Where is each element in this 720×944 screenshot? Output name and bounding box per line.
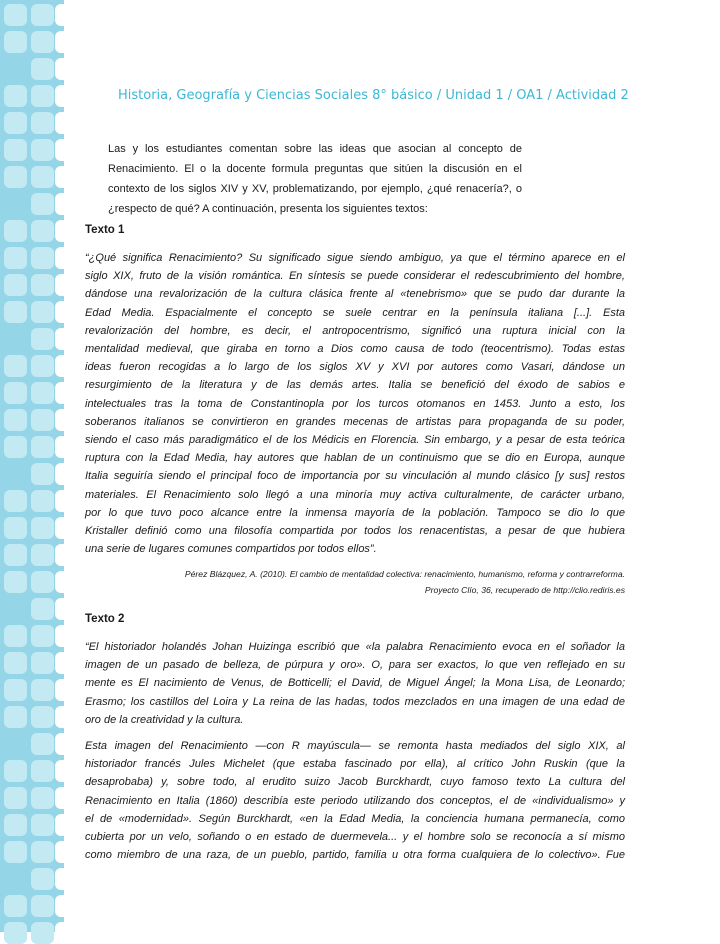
pattern-square	[55, 598, 78, 620]
text-line: Las y los estudiantes comentan sobre las ideas que asocian al concepto de	[108, 143, 522, 155]
text-line: contexto de los siglos XIV y XV, problematizando, por ejemplo, ¿qué renacería?, o	[108, 183, 522, 195]
pattern-square	[55, 355, 78, 377]
texto-1-body	[85, 249, 625, 558]
pattern-square	[31, 274, 54, 296]
pattern-square	[4, 652, 27, 674]
pattern-square	[55, 706, 78, 728]
pattern-square	[31, 571, 54, 593]
text-line: una serie de lugares comunes compartidos por todos ellos”.	[85, 543, 377, 556]
text-line: ideas fueron recogidas a lo largo de los siglos XV y XVI por autores como Vasari, dándose un	[85, 361, 625, 374]
pattern-square	[55, 409, 78, 431]
pattern-square	[55, 58, 78, 80]
pattern-square	[55, 220, 78, 242]
pattern-square	[31, 382, 54, 404]
pattern-square	[55, 760, 78, 782]
pattern-square	[4, 382, 27, 404]
pattern-square	[31, 706, 54, 728]
pattern-square	[4, 895, 27, 917]
pattern-square	[4, 247, 27, 269]
texto-2-paragraph-2	[85, 737, 625, 864]
pattern-square	[31, 166, 54, 188]
pattern-square	[31, 355, 54, 377]
pattern-square	[55, 490, 78, 512]
pattern-square	[55, 787, 78, 809]
pattern-square	[4, 517, 27, 539]
texto-2-heading: Texto 2	[85, 613, 125, 625]
text-line: imagen de un pasado de belleza, de púrpura y oro». O, para ser exactos, lo que ven reflejado en su	[85, 659, 625, 672]
pattern-square	[55, 31, 78, 53]
pattern-square	[55, 625, 78, 647]
text-line: Erasmo; los castillos del Loira y La reina de las hadas, todos mezclados en una imagen de una edad de	[85, 695, 625, 708]
pattern-square	[31, 517, 54, 539]
pattern-square	[31, 787, 54, 809]
text-line: oro de la creatividad y la cultura.	[85, 713, 244, 726]
pattern-square	[31, 193, 54, 215]
pattern-square	[55, 679, 78, 701]
pattern-square	[31, 112, 54, 134]
text-line: resurgimiento de la literatura y de las demás artes. Italia se benefició del éxodo de sabios e	[85, 379, 625, 392]
pattern-square	[31, 544, 54, 566]
text-line: Edad Media. Espacialmente el concepto se suele centrar en la península italiana [...]. Esta	[85, 306, 625, 319]
text-line: intelectuales tras la toma de Constantinopla por los turcos otomanos en 1453. Junto a esto, los	[85, 397, 625, 410]
pattern-square	[55, 652, 78, 674]
text-line: desaprobaba) y, sobre todo, al erudito suizo Jacob Burckhardt, cuyo famoso texto La cultura del	[85, 776, 625, 789]
pattern-square	[31, 247, 54, 269]
pattern-square	[31, 220, 54, 242]
pattern-square	[55, 112, 78, 134]
pattern-square	[55, 4, 78, 26]
pattern-square	[4, 706, 27, 728]
intro-paragraph	[108, 139, 522, 219]
text-line: historiador francés Jules Michelet (que estaba fascinado por ella), al crítico John Ruskin (que la	[85, 758, 625, 771]
text-line: Kristaller definió como una filosofía compartida por todos los renacentistas, a pesar de que hubiera	[85, 525, 625, 538]
pattern-square	[4, 409, 27, 431]
pattern-square	[31, 922, 54, 944]
pattern-square	[4, 220, 27, 242]
pattern-square	[4, 679, 27, 701]
text-line: Pérez Blázquez, A. (2010). El cambio de mentalidad colectiva: renacimiento, humanismo, reforma y contrarreforma.	[184, 569, 625, 579]
decorative-side-pattern	[0, 0, 64, 932]
text-line: Proyecto Clío, 36, recuperado de http://clio.rediris.es	[424, 585, 625, 595]
pattern-square	[31, 409, 54, 431]
pattern-square	[55, 301, 78, 323]
pattern-square	[4, 922, 27, 944]
pattern-square	[31, 31, 54, 53]
pattern-square	[55, 544, 78, 566]
pattern-square	[31, 733, 54, 755]
pattern-square	[31, 760, 54, 782]
pattern-square	[55, 814, 78, 836]
pattern-square	[31, 328, 54, 350]
pattern-square	[55, 517, 78, 539]
text-line: Renacimiento en Italia (1860) describía este periodo utilizando dos conceptos, el de «individualismo» y	[85, 794, 625, 807]
pattern-square	[31, 679, 54, 701]
pattern-square	[55, 328, 78, 350]
text-line: siglo XIX, fruto de la visión romántica. En síntesis se puede considerar el redescubrimiento del hombre,	[85, 270, 625, 283]
pattern-square	[4, 112, 27, 134]
pattern-square	[31, 895, 54, 917]
texto-1-citation	[185, 566, 625, 598]
pattern-square	[31, 841, 54, 863]
pattern-square	[55, 922, 78, 944]
pattern-square	[31, 58, 54, 80]
pattern-square	[4, 787, 27, 809]
pattern-square	[4, 625, 27, 647]
pattern-square	[55, 733, 78, 755]
text-line: Renacimiento. El o la docente formula preguntas que sitúen la discusión en el	[108, 163, 522, 175]
pattern-square	[55, 571, 78, 593]
pattern-square	[4, 139, 27, 161]
pattern-square	[31, 139, 54, 161]
text-line: dándose una revalorización de la cultura clásica frente al «tenebrismo» que se pudo dar durante la	[85, 288, 625, 301]
pattern-square	[4, 85, 27, 107]
pattern-square	[31, 436, 54, 458]
text-line: siendo el caso más paradigmático el de los Médicis en Florencia. Sin embargo, y a pesar de esta teórica	[85, 434, 625, 447]
text-line: ruptura con la Edad Media, hay autores que hablan de un continuismo que se dio en Europa, aunque	[85, 452, 625, 465]
pattern-square	[4, 760, 27, 782]
pattern-square	[55, 841, 78, 863]
pattern-square	[4, 166, 27, 188]
pattern-square	[31, 85, 54, 107]
pattern-square	[31, 625, 54, 647]
pattern-square	[55, 436, 78, 458]
pattern-square	[31, 598, 54, 620]
text-line: materiales. El Renacimiento solo llegó a una minoría muy activa culturalmente, de carácter urbano,	[85, 488, 625, 501]
pattern-square	[55, 193, 78, 215]
pattern-square	[55, 85, 78, 107]
text-line: revalorización del hombre, es decir, el antropocentrismo, significó una ruptura inicial con la	[85, 324, 625, 337]
pattern-square	[31, 652, 54, 674]
pattern-square	[55, 895, 78, 917]
pattern-square	[31, 301, 54, 323]
pattern-square	[55, 139, 78, 161]
text-line: ¿respecto de qué? A continuación, presenta los siguientes textos:	[108, 203, 428, 215]
pattern-square	[31, 490, 54, 512]
pattern-square	[4, 355, 27, 377]
pattern-square	[4, 436, 27, 458]
pattern-square	[4, 571, 27, 593]
pattern-square	[4, 301, 27, 323]
pattern-square	[55, 463, 78, 485]
text-line: mentalidad medieval, que giraba en torno a Dios como causa de todo (teocentrismo). Todas estas	[85, 343, 625, 356]
pattern-square	[4, 544, 27, 566]
pattern-square	[4, 814, 27, 836]
pattern-square	[4, 274, 27, 296]
text-line: por lo que tuvo poco alcance entre la inmensa mayoría de la población. Tampoco se dio lo que	[85, 506, 625, 519]
text-line: soberanos italianos se convirtieron en grandes mecenas de artistas para propaganda de su poder,	[85, 415, 625, 428]
pattern-square	[55, 382, 78, 404]
text-line: “El historiador holandés Johan Huizinga escribió que «la palabra Renacimiento evoca en el soñador la	[85, 641, 625, 653]
text-line: “¿Qué significa Renacimiento? Su significado sigue siendo ambiguo, ya que el término aparece en el	[85, 252, 625, 264]
page-header: Historia, Geografía y Ciencias Sociales 8° básico / Unidad 1 / OA1 / Actividad 2	[118, 88, 629, 103]
text-line: Italia seguiría siendo el principal foco de importancia por su vinculación al mundo clásico [y sus] restos	[85, 470, 625, 483]
texto-2-paragraph-1	[85, 638, 625, 729]
pattern-square	[31, 868, 54, 890]
text-line: Esta imagen del Renacimiento —con R mayúscula— se remonta hasta mediados del siglo XIX, al	[85, 740, 625, 752]
pattern-square	[55, 868, 78, 890]
pattern-square	[4, 4, 27, 26]
pattern-square	[4, 490, 27, 512]
pattern-square	[4, 31, 27, 53]
pattern-square	[4, 841, 27, 863]
pattern-square	[55, 166, 78, 188]
text-line: el de «modernidad». Según Burckhardt, «en la Edad Media, la conciencia humana permanecía, como	[85, 812, 625, 825]
pattern-square	[31, 4, 54, 26]
pattern-square	[31, 463, 54, 485]
text-line: cubierta por un velo, soñando o en estado de duermevela... y el hombre solo se reconocía a sí mismo	[85, 831, 625, 844]
text-line: mente es El nacimiento de Venus, de Botticelli; el David, de Miguel Ángel; la Mona Lisa, de Leonardo;	[85, 677, 625, 690]
pattern-square	[55, 274, 78, 296]
pattern-square	[55, 247, 78, 269]
texto-1-heading: Texto 1	[85, 224, 125, 236]
text-line: como miembro de una raza, de un pueblo, partido, familia u otra forma cualquiera de lo colectivo». Fue	[85, 849, 625, 862]
pattern-square	[31, 814, 54, 836]
